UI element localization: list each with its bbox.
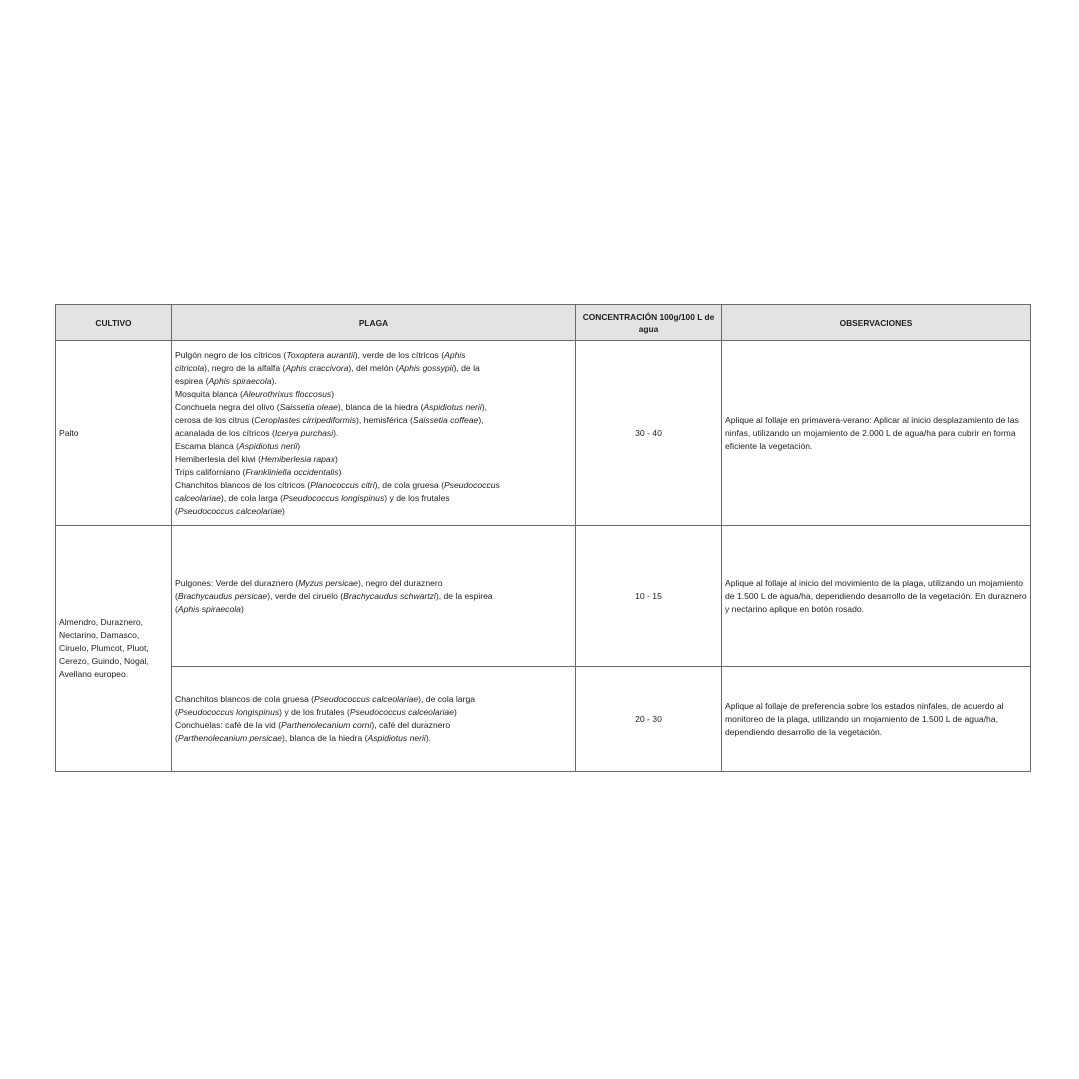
plaga-line: Pulgones: Verde del duraznero (Myzus persicae), negro del duraznero: [175, 577, 443, 588]
plaga-line: Trips californiano (Frankliniella occidentalis): [175, 466, 342, 477]
table-row: [56, 526, 1031, 667]
usage-table: [55, 304, 1031, 772]
cultivo-cell: Almendro, Duraznero, Nectarino, Damasco, Ciruelo, Plumcot, Pluot, Cerezo, Guindo, Nogal, Avellano europeo.: [56, 526, 172, 772]
plaga-line: Mosquita blanca (Aleurothrixus floccosus): [175, 388, 335, 399]
cultivo-cell: Palto: [56, 341, 172, 526]
header-cultivo: CULTIVO: [56, 305, 172, 341]
plaga-line: espirea (Aphis spiraecola).: [175, 375, 277, 386]
plaga-line: cerosa de los citrus (Ceroplastes cirripediformis), hemisférica (Saissetia coffeae),: [175, 414, 484, 425]
observaciones-cell: Aplique al follaje al inicio del movimiento de la plaga, utilizando un mojamiento de 1.500 L de agua/ha, dependiendo desarrollo de la vegetación. En duraznero y nectarino aplique en botón rosado.: [722, 526, 1031, 667]
plaga-line: Hemiberlesia del kiwi (Hemiberlesia rapax): [175, 453, 338, 464]
plaga-cell: [172, 526, 576, 667]
plaga-line: (Aphis spiraecola): [175, 603, 244, 614]
concentracion-cell: 30 - 40: [576, 341, 722, 526]
plaga-line: Conchuela negra del olivo (Saissetia oleae), blanca de la hiedra (Aspidiotus nerii),: [175, 401, 487, 412]
plaga-line: Conchuelas: café de la vid (Parthenolecanium corni), café del duraznero: [175, 720, 451, 730]
plaga-line: citricola), negro de la alfalfa (Aphis craccivora), del melón (Aphis gossypii), de la: [175, 362, 480, 373]
header-observaciones: OBSERVACIONES: [722, 305, 1031, 341]
plaga-line: Chanchitos blancos de cola gruesa (Pseudococcus calceolariae), de cola larga: [175, 694, 476, 704]
plaga-line: (Pseudococcus longispinus) y de los frutales (Pseudococcus calceolariae): [175, 707, 457, 717]
plaga-line: Escama blanca (Aspidiotus nerii): [175, 440, 301, 451]
observaciones-cell: Aplique al follaje en primavera-verano: Aplicar al inicio desplazamiento de las ninfas, utilizando un mojamiento de 2.000 L de agua/ha para cubrir en forma eficiente la vegetación.: [722, 341, 1031, 526]
plaga-line: calceolariae), de cola larga (Pseudococcus longispinus) y de los frutales: [175, 492, 450, 503]
plaga-line: (Pseudococcus calceolariae): [175, 505, 285, 516]
table-row: [56, 667, 1031, 772]
table-row: [56, 341, 1031, 526]
concentracion-cell: 20 - 30: [576, 667, 722, 772]
plaga-line: acanalada de los cítricos (Icerya purchasi).: [175, 427, 339, 438]
observaciones-cell: Aplique al follaje de preferencia sobre los estados ninfales, de acuerdo al monitoreo de la plaga, utilizando un mojamiento de 1.500 L de agua/ha, dependiendo desarrollo de la vegetación.: [722, 667, 1031, 772]
plaga-line: Chanchitos blancos de los cítricos (Planococcus citri), de cola gruesa (Pseudococcus: [175, 479, 500, 490]
concentracion-cell: 10 - 15: [576, 526, 722, 667]
plaga-line: (Brachycaudus persicae), verde del ciruelo (Brachycaudus schwartzi), de la espirea: [175, 590, 493, 601]
header-row: [56, 305, 1031, 341]
header-plaga: PLAGA: [172, 305, 576, 341]
plaga-cell: [172, 341, 576, 526]
plaga-cell: [172, 667, 576, 772]
plaga-line: (Parthenolecanium persicae), blanca de la hiedra (Aspidiotus nerii).: [175, 733, 432, 743]
plaga-line: Pulgón negro de los cítricos (Toxoptera aurantii), verde de los cítricos (Aphis: [175, 349, 466, 360]
header-concentracion: CONCENTRACIÓN 100g/100 L de agua: [576, 305, 722, 341]
